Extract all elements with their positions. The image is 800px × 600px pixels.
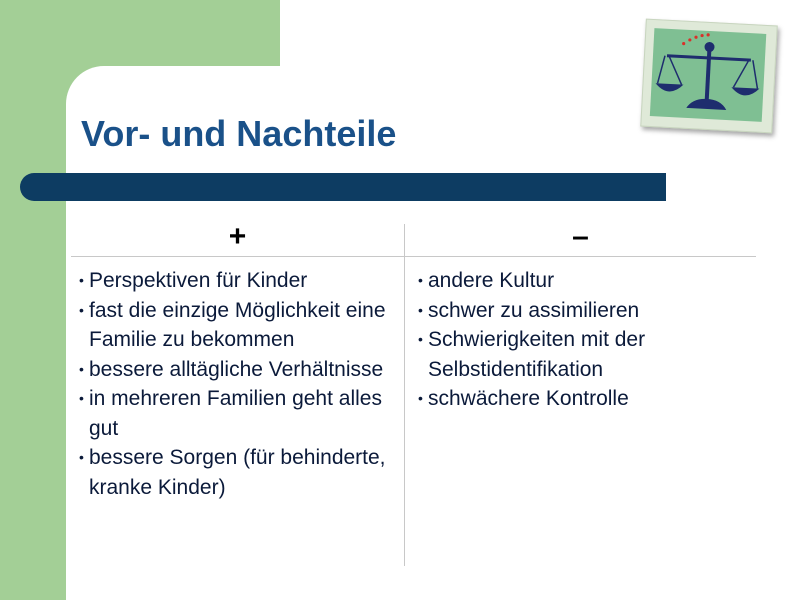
- minus-column-header: –: [572, 220, 589, 253]
- slide-title: Vor- und Nachteile: [81, 113, 397, 154]
- list-item-text: fast die einzige Möglichkeit eine Familie zu bekommen: [89, 298, 386, 351]
- list-item: [418, 325, 748, 384]
- bullet-icon: •: [418, 301, 423, 318]
- list-item: [79, 355, 399, 385]
- list-item-text: Schwierigkeiten mit der Selbstidentifikation: [428, 328, 646, 381]
- title-underline-bar: [20, 173, 666, 201]
- list-item-text: schwer zu assimilieren: [428, 298, 640, 322]
- bullet-icon: •: [79, 449, 84, 465]
- list-item-text: bessere alltägliche Verhältnisse: [89, 357, 384, 381]
- logo-background: [650, 28, 766, 122]
- list-item-text: Perspektiven für Kinder: [89, 269, 308, 292]
- list-item: [79, 443, 399, 502]
- list-item-text: andere Kultur: [428, 269, 555, 292]
- bullet-icon: •: [418, 272, 423, 288]
- list-item: [418, 384, 748, 414]
- list-item-text: schwächere Kontrolle: [428, 387, 629, 410]
- plus-column-header: +: [228, 220, 247, 253]
- scales-of-justice-icon: [650, 28, 766, 122]
- list-item: [79, 296, 399, 355]
- scales-logo: [640, 19, 777, 134]
- list-item-text: in mehreren Familien geht alles gut: [89, 387, 382, 440]
- list-item-text: bessere Sorgen (für behinderte, kranke Kinder): [89, 446, 386, 499]
- header-divider: [71, 256, 756, 257]
- list-item: [418, 296, 748, 326]
- list-item: [79, 266, 399, 296]
- bullet-icon: •: [79, 360, 84, 377]
- bullet-icon: •: [79, 301, 84, 318]
- bullet-icon: •: [418, 331, 423, 347]
- list-item: [79, 384, 399, 443]
- bullet-icon: •: [79, 390, 84, 406]
- pros-cons-table: [71, 218, 756, 566]
- pros-list: [79, 266, 399, 502]
- column-divider: [404, 224, 405, 566]
- cons-list: [418, 266, 748, 414]
- bullet-icon: •: [79, 272, 84, 288]
- list-item: [418, 266, 748, 296]
- bullet-icon: •: [418, 390, 423, 406]
